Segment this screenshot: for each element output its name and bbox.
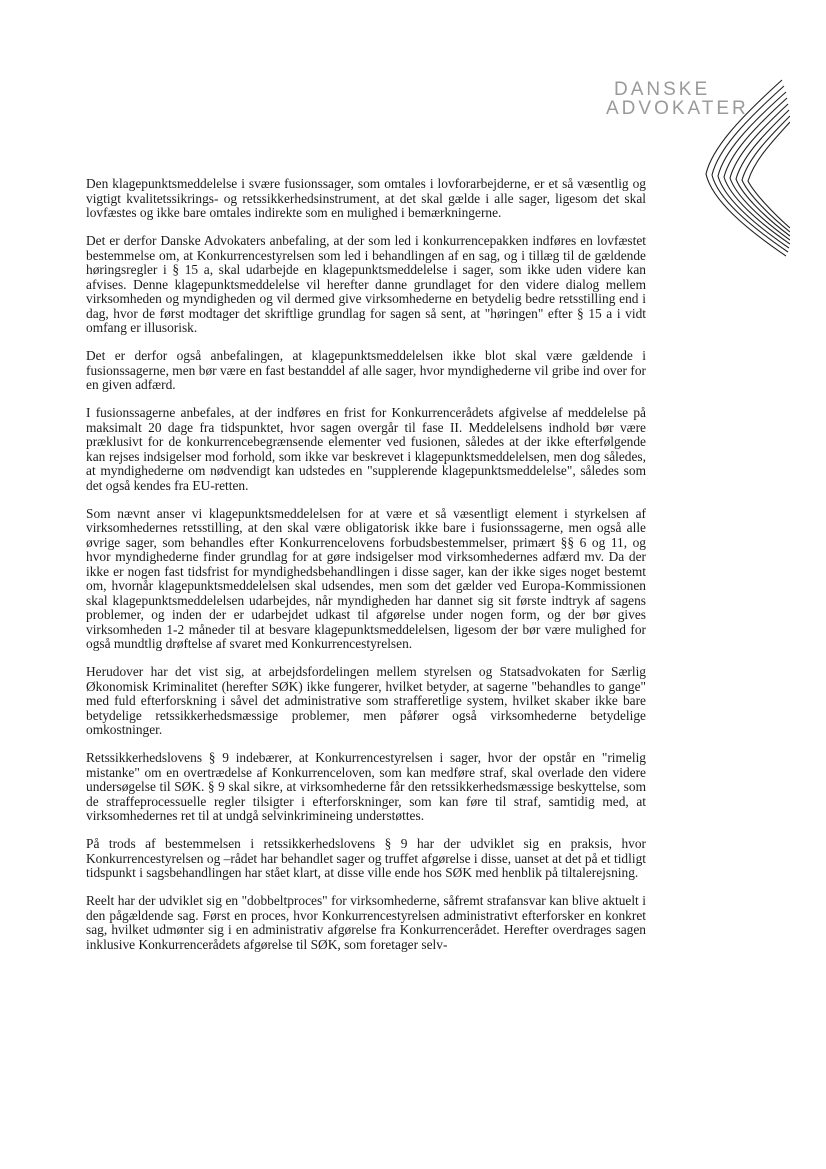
paragraph-7: Retssikkerhedslovens § 9 indebærer, at Konkurrencestyrelsen i sager, hvor der opstår en "rimelig mistanke" om en overtrædelse af Konkurrenceloven, som kan medføre straf, skal overlade den videre undersøgelse til SØK. § 9 skal sikre, at virksomhederne får den retssikkerhedsmæssige beskyttelse, som de straffeprocessuelle regler tilsigter i efterforskninger, som kan føre til straf, samtidig med, at virksomhedernes ret til at undgå selvinkrimineing understøttes. [86,750,646,823]
paragraph-1: Den klagepunktsmeddelelse i svære fusionssager, som omtales i lovforarbejderne, er et så væsentlig og vigtigt kvalitetssikrings- og retssikkerhedsinstrument, at det skal gælde i alle sager, ligesom det skal lovfæstes og ikke bare omtales indirekte som en mulighed i bemærkningerne. [86,176,646,220]
paragraph-9: Reelt har der udviklet sig en "dobbeltproces" for virksomhederne, såfremt strafansvar kan blive aktuelt i den pågældende sag. Først en proces, hvor Konkurrencestyrelsen administrativt efterforsker en konkret sag, hvilket udmønter sig i en administrativ afgørelse fra Konkurrencerådet. Herefter overdrages sagen inklusive Konkurrencerådets afgørelse til SØK, som foretager selv- [86,893,646,952]
paragraph-2: Det er derfor Danske Advokaters anbefaling, at der som led i konkurrencepakken indføres en lovfæstet bestemmelse om, at Konkurrencestyrelsen som led i behandlingen af en sag, og i tillæg til de gældende høringsregler i § 15 a, skal udarbejde en klagepunktsmeddelelse i sager, som ikke uden videre kan afvises. Denne klagepunktsmeddelelse vil herefter danne grundlaget for den videre dialog mellem virksomheden og myndigheden og vil dermed give virksomhederne en betydelig bedre retsstilling end i dag, hvor de først modtager det skriftlige grundlag for sagen så sent, at "høringen" efter § 15 a i vidt omfang er illusorisk. [86,233,646,335]
paragraph-5: Som nævnt anser vi klagepunktsmeddelelsen for at være et så væsentligt element i styrkelsen af virksomhedernes retsstilling, at den skal være obligatorisk ikke bare i fusionssagerne, men også alle øvrige sager, som behandles efter Konkurrencelovens forbudsbestemmelser, primært §§ 6 og 11, og hvor myndighederne finder grundlag for at gøre indsigelser mod virksomhedernes adfærd mv. Da der ikke er nogen fast tidsfrist for myndighedsbehandlingen i disse sager, kan der ikke siges noget bestemt om, hvornår klagepunktsmeddelelsen skal udsendes, men som det gælder ved Europa-Kommissionen skal klagepunktsmeddelelsen udarbejdes, når myndigheden har dannet sig sit første indtryk af sagens problemer, og inden der er udarbejdet udkast til afgørelse under nogen form, og der bør gives virksomheden 1-2 måneder til at besvare klagepunktsmeddelelsen, ligesom der bør være mulighed for også mundtlig drøftelse af svaret med Konkurrencestyrelsen. [86,505,646,651]
letter-body [86,177,646,966]
logo-text-line-2: ADVOKATER [606,98,749,119]
logo-swoosh-graphic [700,78,790,283]
paragraph-8: På trods af bestemmelsen i retssikkerhedslovens § 9 har der udviklet sig en praksis, hvor Konkurrencestyrelsen og –rådet har behandlet sager og truffet afgørelse i disse, uanset at det på et tidligt tidspunkt i sagsbehandlingen har stået klart, at disse ville ende hos SØK med henblik på tiltalerejsning. [86,836,646,880]
paragraph-3: Det er derfor også anbefalingen, at klagepunktsmeddelelsen ikke blot skal være gældende i fusionssagerne, men bør være en fast bestanddel af alle sager, hvor myndighederne vil gribe ind over for en given adfærd. [86,348,646,392]
logo-text-line-1: DANSKE [614,79,711,100]
paragraph-6: Herudover har det vist sig, at arbejdsfordelingen mellem styrelsen og Statsadvokaten for Særlig Økonomisk Kriminalitet (herefter SØK) ikke fungerer, hvilket betyder, at sagerne "behandles to gange" med fuld efterforskning i såvel det administrative som strafferetlige system, hvilket skaber ikke bare betydelige retssikkerhedsmæssige problemer, men påfører også virksomhederne betydelige omkostninger. [86,664,646,737]
paragraph-4: I fusionssagerne anbefales, at der indføres en frist for Konkurrencerådets afgivelse af meddelelse på maksimalt 20 dage fra tidspunktet, hvor sagen overgår til fase II. Meddelelsens indhold bør være præklusivt for de konkurrencebegrænsende elementer ved fusionen, således at der ikke efterfølgende kan rejses indsigelser mod forhold, som ikke var beskrevet i klagepunktsmeddelelsen, men dog således, at myndighederne om nødvendigt kan udstedes en "supplerende klagepunktsmeddelelse", således som det også kendes fra EU-retten. [86,405,646,493]
